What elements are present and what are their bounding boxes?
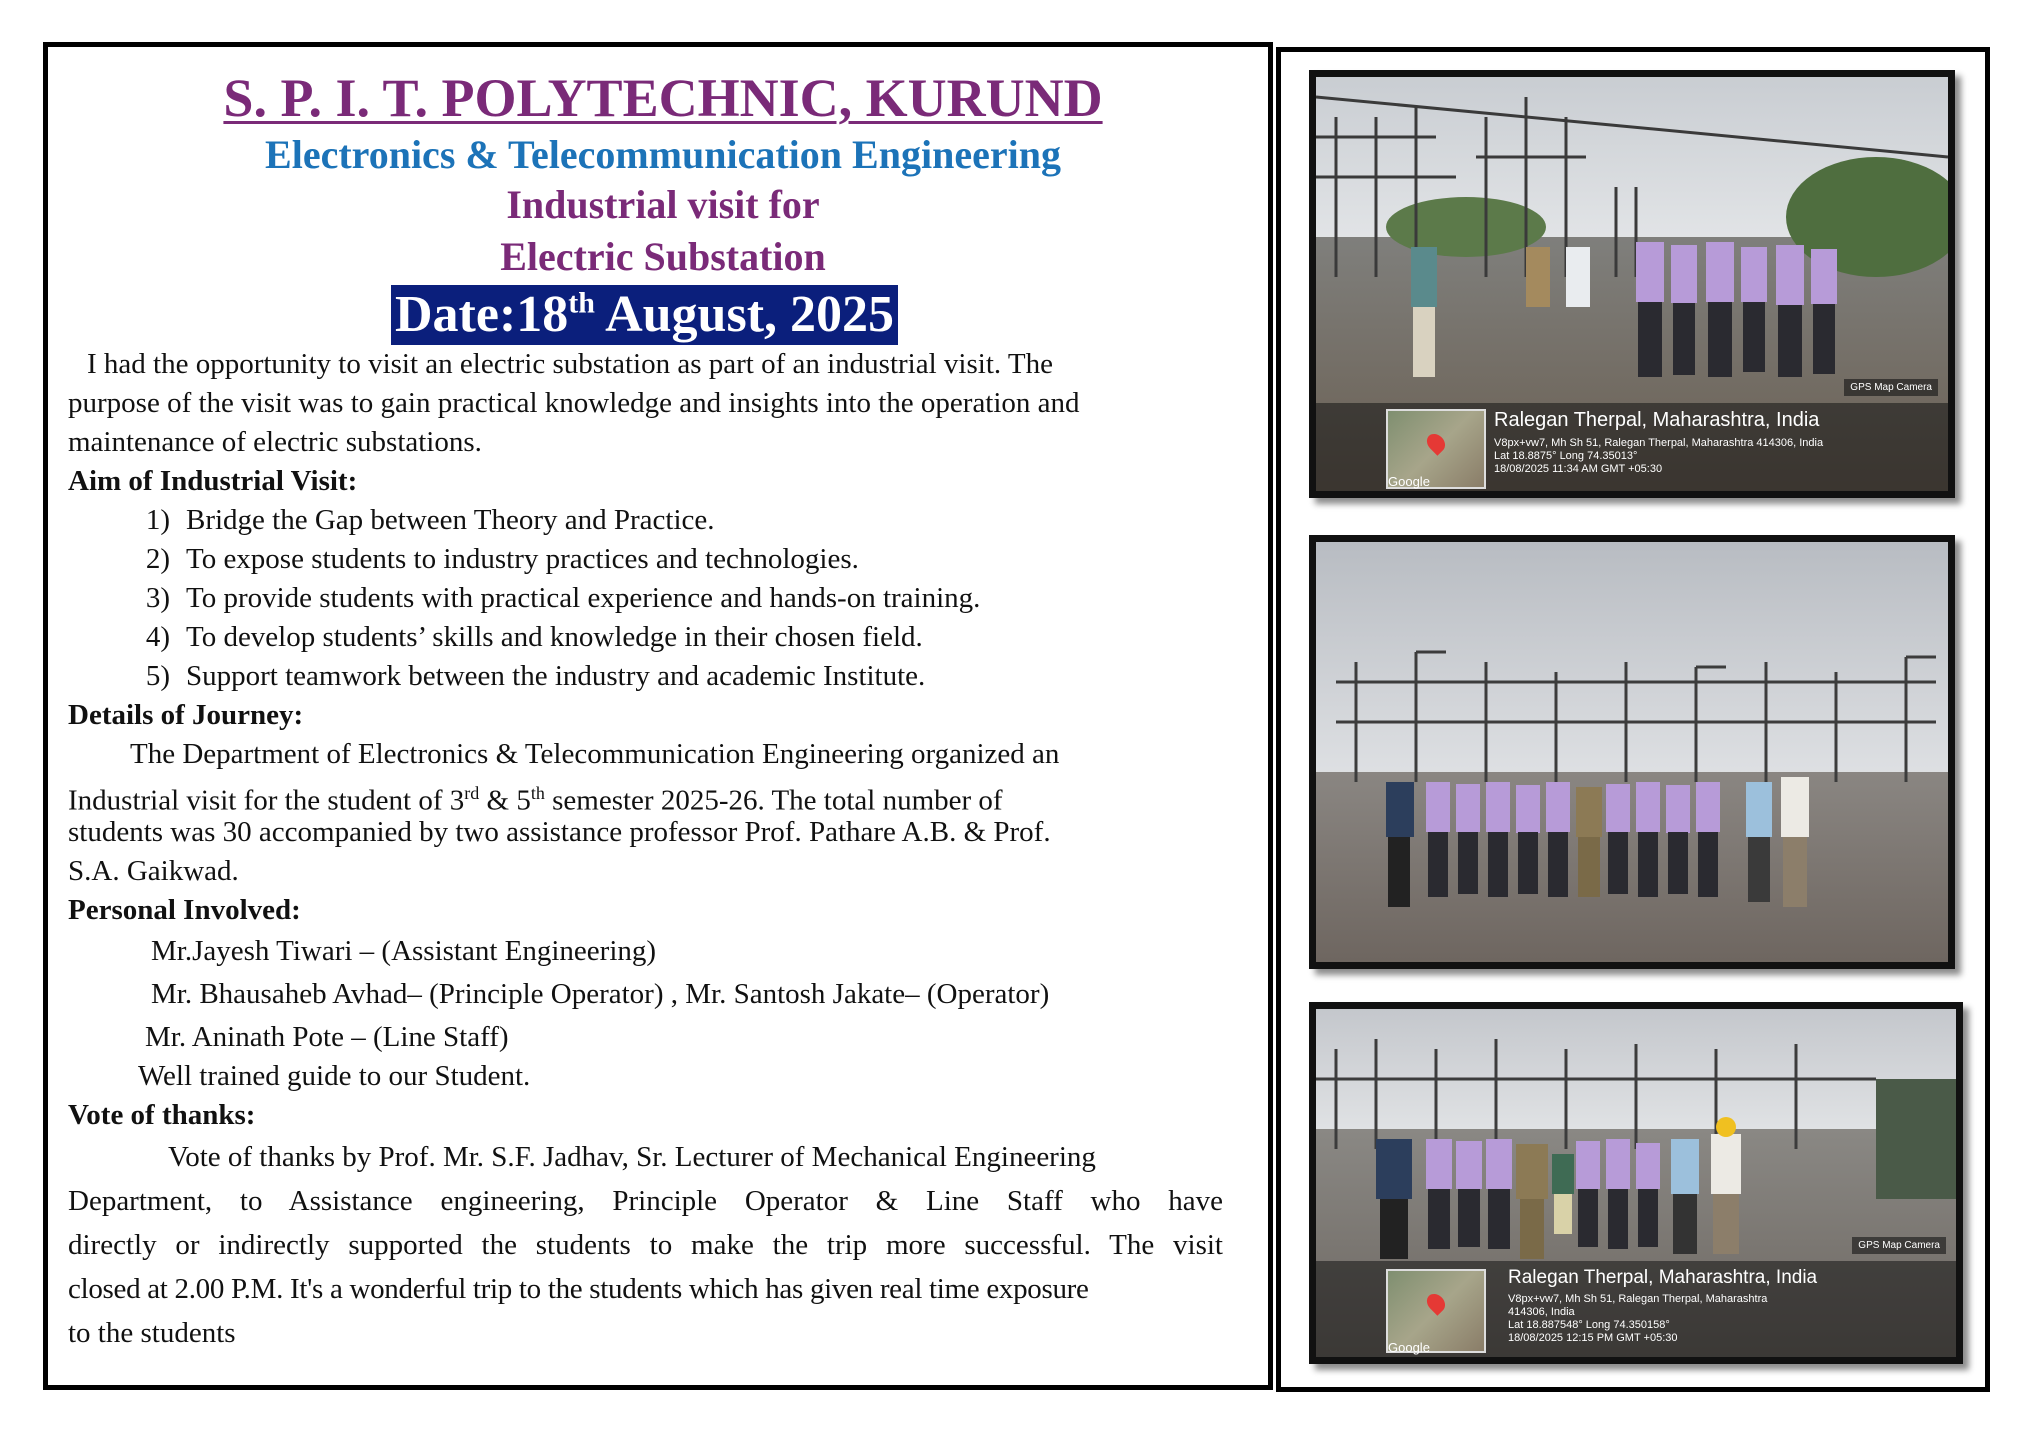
thanks-line-1: Vote of thanks by Prof. Mr. S.F. Jadhav, Sr. Lecturer of Mechanical Engineering [168,1141,1096,1173]
journey-heading: Details of Journey: [68,699,304,731]
visit-title: Industrial visit for [506,182,820,227]
substation-photo-1 [1309,70,1955,498]
personnel-line-3: Mr. Aninath Pote – (Line Staff) [145,1021,509,1053]
aim-item: 2) To expose students to industry practices and technologies. [145,543,859,575]
substation-photo-2 [1309,535,1955,969]
gps-coords: Lat 18.8875° Long 74.35013° [1494,450,1638,462]
intro-line-3: maintenance of electric substations. [68,426,482,458]
gps-address-line-2: 414306, India [1508,1306,1575,1318]
gps-location: Ralegan Therpal, Maharashtra, India [1494,409,1820,431]
gps-location: Ralegan Therpal, Maharashtra, India [1508,1267,1818,1288]
aim-item: 3) To provide students with practical experience and hands-on training. [145,582,981,614]
intro-line-1: I had the opportunity to visit an electric substation as part of an industrial visit. The [87,348,1053,380]
thanks-line-3: directly or indirectly supported the students to make the trip more successful. The visit [68,1229,1223,1261]
gps-badge: GPS Map Camera [1852,1237,1946,1254]
substation-photo-3 [1309,1002,1963,1364]
gps-coords: Lat 18.887548° Long 74.350158° [1508,1319,1670,1331]
gps-address: V8px+vw7, Mh Sh 51, Ralegan Therpal, Maharashtra [1508,1293,1768,1305]
gps-badge: GPS Map Camera [1844,379,1938,396]
personnel-line-2: Mr. Bhausaheb Avhad– (Principle Operator) , Mr. Santosh Jakate– (Operator) [151,978,1050,1010]
visit-subtitle: Electric Substation [500,234,826,279]
thanks-heading: Vote of thanks: [68,1099,256,1131]
personnel-heading: Personal Involved: [68,894,301,926]
gps-timestamp: 18/08/2025 12:15 PM GMT +05:30 [1508,1332,1678,1344]
gps-overlay [1316,382,1948,491]
thanks-line-2: Department, to Assistance engineering, Principle Operator & Line Staff who have [68,1185,1223,1217]
college-title: S. P. I. T. POLYTECHNIC, KURUND [223,68,1103,128]
journey-line-1: The Department of Electronics & Telecommunication Engineering organized an [130,738,1060,770]
gps-timestamp: 18/08/2025 11:34 AM GMT +05:30 [1494,463,1663,475]
personnel-line-1: Mr.Jayesh Tiwari – (Assistant Engineering) [151,935,657,967]
department-title: Electronics & Telecommunication Engineering [265,132,1061,177]
journey-line-3: students was 30 accompanied by two assistance professor Prof. Pathare A.B. & Prof. [68,816,1051,848]
aim-item: 5) Support teamwork between the industry and academic Institute. [145,660,926,692]
thanks-line-5: to the students [68,1317,236,1349]
aim-heading: Aim of Industrial Visit: [68,465,358,497]
report-panel [43,42,1273,1390]
map-pin-icon [1423,430,1448,455]
gps-address: V8px+vw7, Mh Sh 51, Ralegan Therpal, Maharashtra 414306, India [1494,437,1824,449]
thanks-line-4: closed at 2.00 P.M. It's a wonderful trip to the students which has given real time exposure [68,1273,1089,1305]
gps-overlay [1316,1240,1956,1357]
journey-line-4: S.A. Gaikwad. [68,855,239,887]
map-pin-icon [1423,1290,1448,1315]
google-logo: Google [1388,1340,1430,1355]
google-logo: Google [1388,474,1430,489]
journey-line-2: Industrial visit for the student of 3rd & 5th semester 2025-26. The total number of [68,783,1003,817]
personnel-line-4: Well trained guide to our Student. [138,1060,531,1092]
visit-date: Date:18th August, 2025 [391,285,898,345]
intro-line-2: purpose of the visit was to gain practical knowledge and insights into the operation and [68,387,1080,419]
aim-item: 1) Bridge the Gap between Theory and Practice. [145,504,715,536]
aim-item: 4) To develop students’ skills and knowledge in their chosen field. [145,621,923,653]
